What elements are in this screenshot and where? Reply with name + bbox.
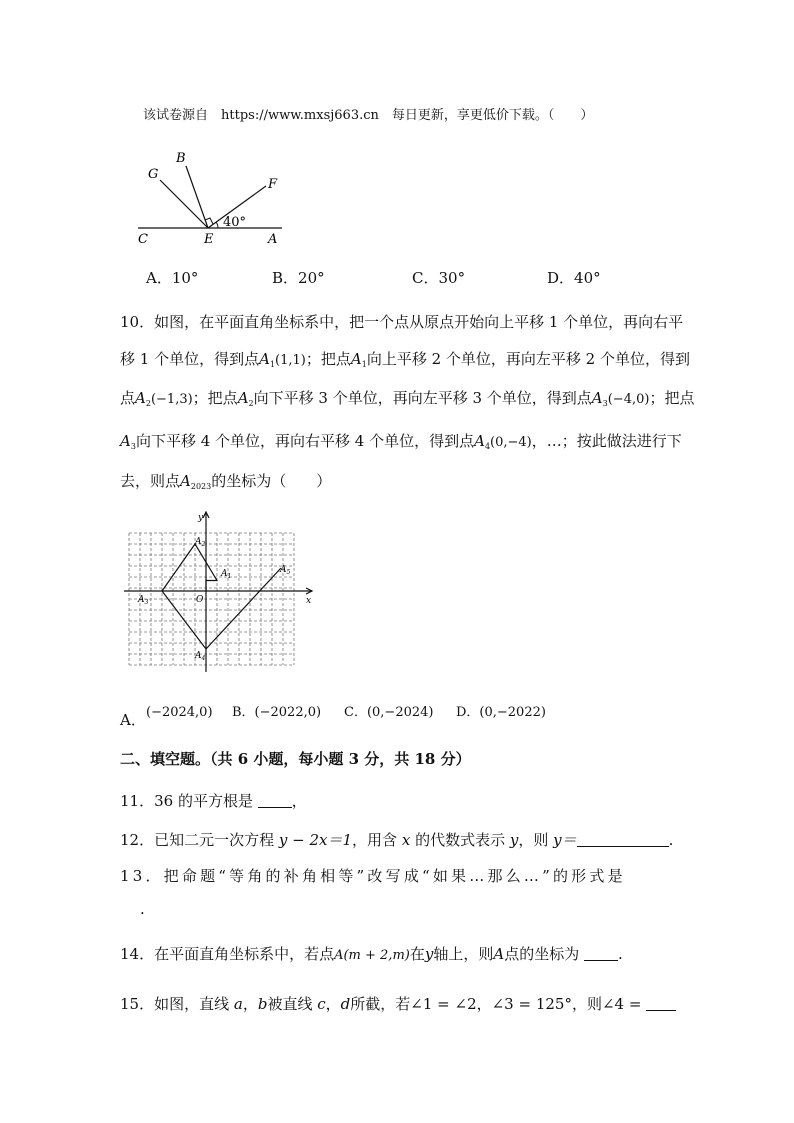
q11: 11．36 的平方根是 ， <box>120 792 307 810</box>
ray-eb <box>186 166 208 228</box>
q14: 14．在平面直角坐标系中，若点A(m + 2,m)在y轴上，则A点的坐标为 . <box>120 945 623 963</box>
q10-option-a: (−2024,0) <box>146 705 213 720</box>
q10-option-d: D．(0,−2022) <box>456 705 546 720</box>
q15: 15．如图，直线 a，b被直线 c，d所截，若∠1 = ∠2，∠3 = 125°，则∠4 = <box>120 994 676 1014</box>
q13-line-1: 13．把命题“等角的补角相等”改写成“如果…那么…”的形式是 <box>120 867 626 885</box>
label-x: x <box>306 596 312 606</box>
ray-eg <box>160 180 208 228</box>
q10-line-1: 10．如图，在平面直角坐标系中，把一个点从原点开始向上平移 1 个单位，再向右平 <box>120 313 684 331</box>
q10-option-a-letter: A． <box>120 711 146 729</box>
label-c: C <box>138 232 148 247</box>
q9-option-b: B．20° <box>272 269 325 287</box>
source-header: 该试卷源自 https://www.mxsj663.cn 每日更新，享更低价下载。（ ） <box>143 108 594 123</box>
section-2-title: 二、填空题。（共 6 小题，每小题 3 分，共 18 分） <box>120 750 471 768</box>
label-a3: $A_3$ <box>138 595 149 606</box>
label-e: E <box>204 232 214 247</box>
q10-line-3: 点$A_2(-1,3)$；把点$A_2$向下平移 3 个单位，再向左平移 3 个单位，得到点$A_3(-4,0)$；把点 <box>120 389 695 408</box>
q10-line-5: 去，则点$A_{2023}$的坐标为（ ） <box>120 472 332 491</box>
label-o: O <box>196 595 204 605</box>
q9-option-c: C．30° <box>412 269 466 287</box>
coordinate-grid-figure <box>118 508 318 678</box>
label-a2: $A_2$ <box>195 537 206 548</box>
q10-option-c: C．(0,−2024) <box>344 705 434 720</box>
q10-option-b: B．(−2022,0) <box>232 705 322 720</box>
label-b: B <box>176 151 186 166</box>
label-g: G <box>148 167 159 182</box>
label-a: A <box>268 232 278 247</box>
label-f: F <box>268 177 278 192</box>
label-a1: $A_1$ <box>221 569 232 580</box>
q15-answer-blank <box>646 996 676 1011</box>
q9-option-d: D．40° <box>547 269 601 287</box>
label-40deg: 40° <box>223 215 247 230</box>
angle-arc <box>216 222 218 228</box>
dashed-grid <box>129 533 294 665</box>
q13-line-2: . <box>140 900 145 918</box>
angle-figure <box>130 148 300 248</box>
q11-answer-blank <box>258 793 292 808</box>
q10-line-2: 移 1 个单位，得到点$A_1(1,1)$；把点$A_1$向上平移 2 个单位，再向左平移 2 个单位，得到 <box>120 350 690 369</box>
path-polyline <box>162 544 281 649</box>
q12: 12．已知二元一次方程 y − 2x＝1，用含 x 的代数式表示 y，则 y＝ . <box>120 831 674 849</box>
label-a4: $A_4$ <box>195 651 206 662</box>
axes <box>124 512 312 672</box>
q9-option-a: A．10° <box>146 269 199 287</box>
q10-line-4: $A_3$向下平移 4 个单位，再向右平移 4 个单位，得到点$A_4(0,-4)$，…；按此做法进行下 <box>120 432 682 451</box>
label-a5: $A_5$ <box>280 565 291 576</box>
q12-answer-blank <box>577 832 669 847</box>
q14-answer-blank <box>584 946 618 961</box>
label-y: y <box>198 513 204 523</box>
